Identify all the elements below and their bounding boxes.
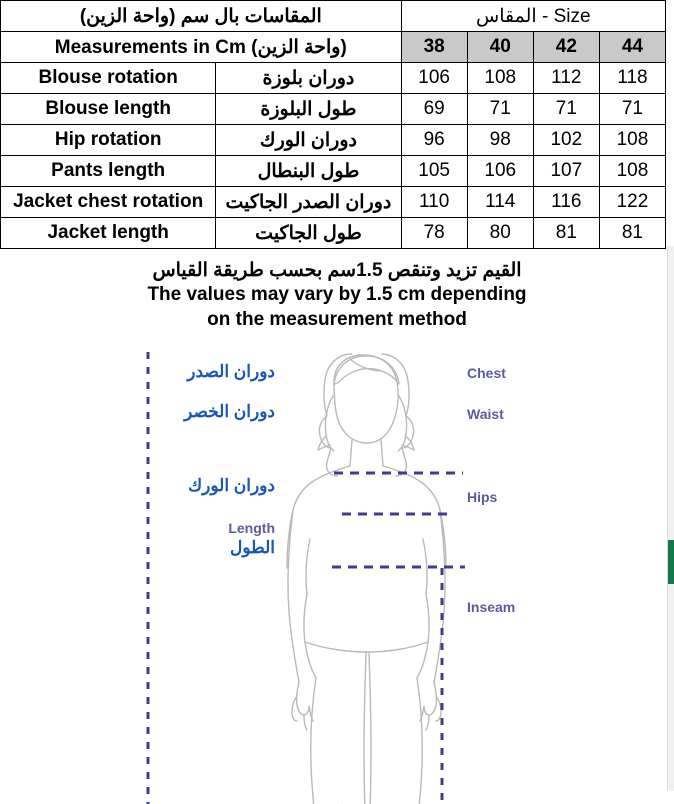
row-label-ar: دوران الورك [216, 125, 401, 156]
label-hips-english: Hips [467, 488, 498, 505]
scrollbar-track[interactable] [667, 246, 674, 791]
size-column-header-44: 44 [599, 32, 665, 63]
row-value: 112 [533, 63, 599, 94]
note-arabic: القيم تزيد وتنقص 1.5سم بحسب طريقة القياس [152, 260, 522, 281]
label-inseam-english: Inseam [467, 598, 516, 615]
table-title-arabic: المقاسات بال سم (واحة الزين) [1, 1, 402, 32]
row-value: 71 [533, 94, 599, 125]
body-measurement-diagram [0, 344, 674, 804]
label-waist-arabic: دوران الخصر [184, 401, 275, 421]
label-length-english: Length [228, 519, 275, 536]
label-chest-english: Chest [467, 364, 506, 381]
row-value: 96 [401, 125, 467, 156]
row-value: 78 [401, 218, 467, 249]
size-group-header: المقاس - Size [401, 1, 665, 32]
size-column-header-38: 38 [401, 32, 467, 63]
row-value: 105 [401, 156, 467, 187]
note-english-line2: on the measurement method [207, 308, 467, 330]
row-value: 69 [401, 94, 467, 125]
table-row [1, 187, 666, 218]
scrollbar-thumb[interactable] [668, 540, 674, 584]
row-label-en: Pants length [1, 156, 216, 187]
row-value: 108 [467, 63, 533, 94]
row-label-ar: دوران الصدر الجاكيت [216, 187, 401, 218]
table-row [1, 218, 666, 249]
size-chart-table [0, 0, 666, 249]
row-value: 118 [599, 63, 665, 94]
table-header-row-sizes [1, 32, 666, 63]
row-value: 108 [599, 125, 665, 156]
row-label-ar: دوران بلوزة [216, 63, 401, 94]
row-value: 81 [533, 218, 599, 249]
row-label-en: Blouse length [1, 94, 216, 125]
size-column-header-42: 42 [533, 32, 599, 63]
row-value: 98 [467, 125, 533, 156]
row-label-en: Jacket length [1, 218, 216, 249]
row-label-ar: طول البلوزة [216, 94, 401, 125]
row-label-ar: طول البنطال [216, 156, 401, 187]
row-value: 102 [533, 125, 599, 156]
row-value: 81 [599, 218, 665, 249]
row-label-en: Hip rotation [1, 125, 216, 156]
row-value: 106 [401, 63, 467, 94]
label-length-group [100, 520, 275, 559]
table-row [1, 156, 666, 187]
row-value: 110 [401, 187, 467, 218]
row-label-en: Jacket chest rotation [1, 187, 216, 218]
row-value: 122 [599, 187, 665, 218]
row-label-ar: طول الجاكيت [216, 218, 401, 249]
label-hips-arabic: دوران الورك [188, 475, 275, 495]
row-value: 114 [467, 187, 533, 218]
row-value: 71 [599, 94, 665, 125]
table-title-english: Measurements in Cm (واحة الزين) [1, 32, 402, 63]
table-row [1, 94, 666, 125]
table-row [1, 125, 666, 156]
row-value: 106 [467, 156, 533, 187]
row-value: 116 [533, 187, 599, 218]
row-value: 107 [533, 156, 599, 187]
row-value: 80 [467, 218, 533, 249]
label-length-arabic: الطول [230, 538, 275, 558]
note-english-line1: The values may vary by 1.5 cm depending [147, 284, 527, 306]
label-waist-english: Waist [467, 405, 504, 422]
measurement-note [0, 259, 674, 332]
row-value: 71 [467, 94, 533, 125]
table-header-row-title [1, 1, 666, 32]
size-column-header-40: 40 [467, 32, 533, 63]
table-row [1, 63, 666, 94]
label-chest-arabic: دوران الصدر [187, 361, 275, 381]
row-label-en: Blouse rotation [1, 63, 216, 94]
row-value: 108 [599, 156, 665, 187]
